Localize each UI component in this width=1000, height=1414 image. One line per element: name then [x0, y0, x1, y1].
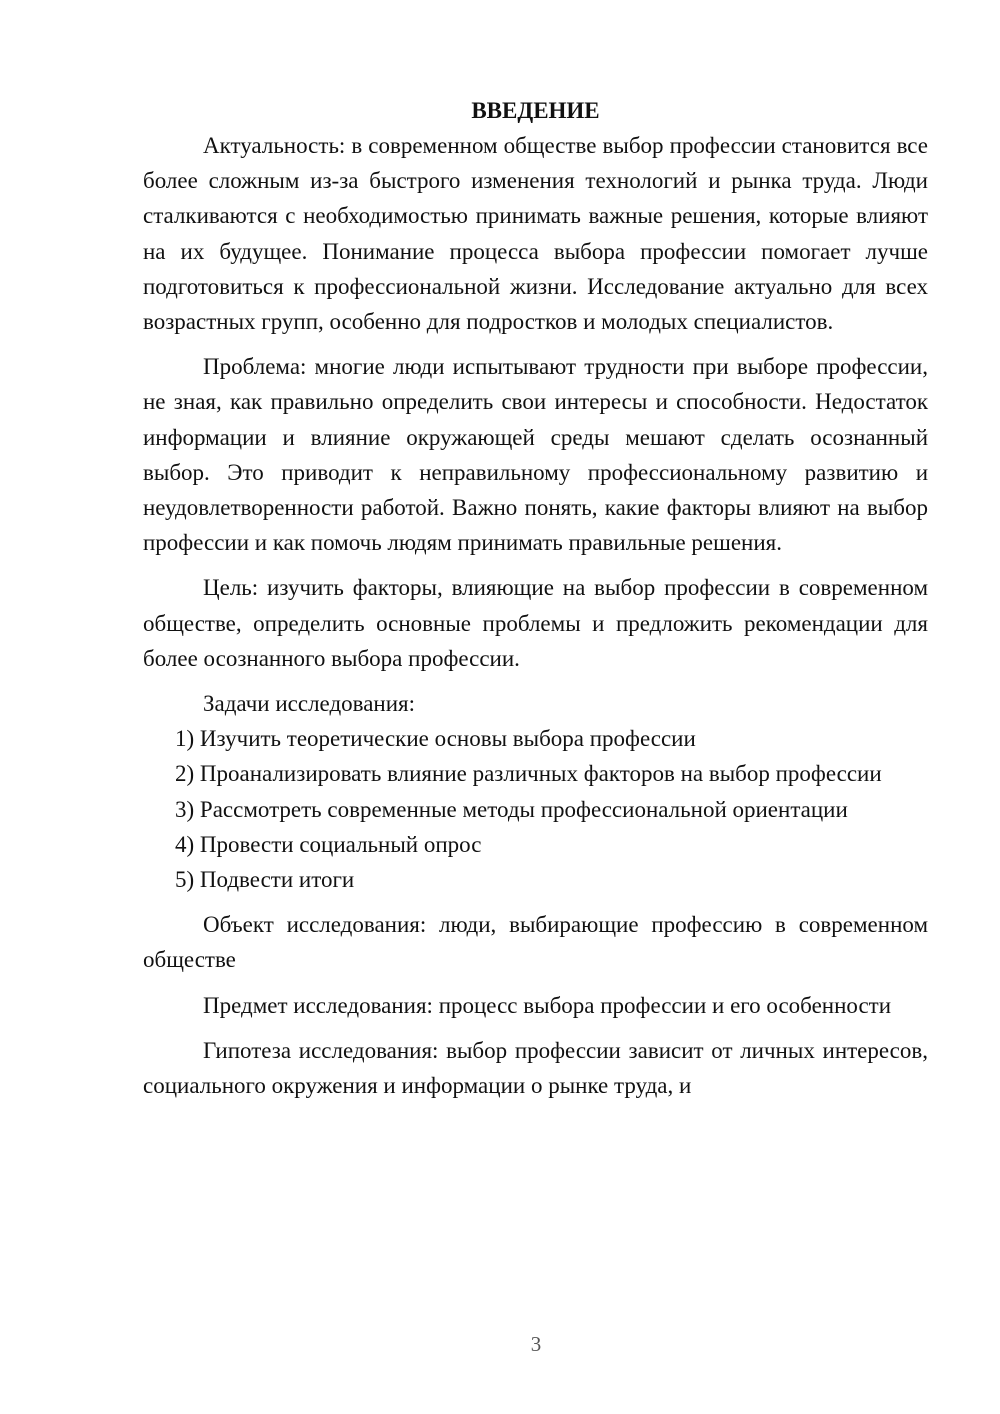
task-item-3: 3) Рассмотреть современные методы профессиональной ориентации [175, 796, 848, 822]
task-item-2: 2) Проанализировать влияние различных факторов на выбор профессии [175, 761, 882, 787]
paragraph-relevance: Актуальность: в современном обществе выбор профессии становится все более сложным из-за быстрого изменения технологий и рынка труда. Люди сталкиваются с необходимостью принимать важные решения, которые влияют на их будущее. Понимание процесса выбора профессии помогает лучше подготовиться к профессиональной жизни. Исследование актуально для всех возрастных групп, особенно для подростков и молодых специалистов. [143, 133, 928, 335]
task-item-4: 4) Провести социальный опрос [175, 831, 482, 857]
task-item-1: 1) Изучить теоретические основы выбора профессии [175, 726, 696, 752]
section-heading: ВВЕДЕНИЕ [471, 98, 600, 123]
page-number: 3 [530, 1332, 542, 1356]
paragraph-hypothesis: Гипотеза исследования: выбор профессии зависит от личных интересов, социального окружения и информации о рынке труда, и [143, 1037, 928, 1099]
paragraph-object: Объект исследования: люди, выбирающие профессию в современном обществе [143, 912, 928, 973]
page-content [143, 93, 928, 1103]
paragraph-goal: Цель: изучить факторы, влияющие на выбор профессии в современном обществе, определить основные проблемы и предложить рекомендации для более осознанного выбора профессии. [143, 575, 928, 671]
tasks-title: Задачи исследования: [203, 691, 416, 717]
paragraph-problem: Проблема: многие люди испытывают трудности при выборе профессии, не зная, как правильно определить свои интересы и способности. Недостаток информации и влияние окружающей среды мешают сделать осознанный выбор. Это приводит к неправильному профессиональному развитию и неудовлетворенности работой. Важно понять, какие факторы влияют на выбор профессии и как помочь людям принимать правильные решения. [143, 354, 928, 556]
task-item-5: 5) Подвести итоги [175, 867, 355, 893]
paragraph-subject: Предмет исследования: процесс выбора профессии и его особенности [203, 992, 892, 1018]
